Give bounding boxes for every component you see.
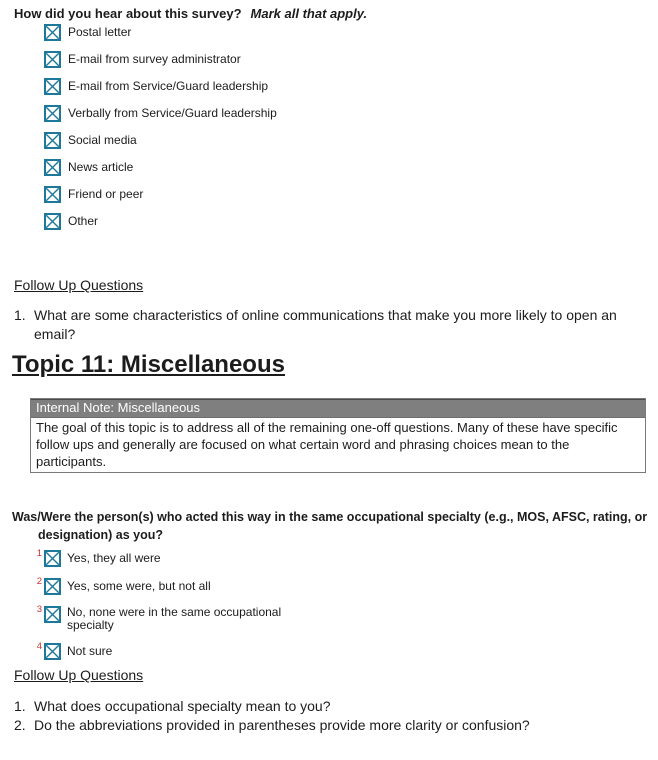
checkbox-x-icon[interactable] (44, 78, 61, 95)
checkbox-option-social-media[interactable] (44, 132, 277, 149)
follow-up-questions-heading-1: Follow Up Questions (14, 277, 144, 293)
checkbox-option-no-none[interactable] (32, 606, 299, 632)
checkbox-option-not-sure[interactable] (32, 643, 299, 660)
checkbox-x-icon[interactable] (44, 643, 61, 660)
option-label: Verbally from Service/Guard leadership (68, 106, 277, 120)
checkbox-x-icon[interactable] (44, 132, 61, 149)
option-label: Other (68, 214, 99, 228)
option-number: 4 (36, 641, 42, 652)
list-number: 1. (14, 698, 26, 714)
list-text: What does occupational specialty mean to you? (34, 698, 331, 714)
option-label: Yes, some were, but not all (67, 579, 211, 593)
checkbox-option-news-article[interactable] (44, 159, 277, 176)
checkbox-x-icon[interactable] (44, 186, 61, 203)
follow-up-item (14, 716, 644, 735)
checkbox-x-icon[interactable] (44, 606, 61, 623)
list-text: Do the abbreviations provided in parentheses provide more clarity or confusion? (34, 717, 530, 733)
option-label: E-mail from survey administrator (68, 52, 241, 66)
internal-note-box (30, 398, 646, 473)
checkbox-option-verbal-leadership[interactable] (44, 105, 277, 122)
checkbox-option-yes-all[interactable] (32, 550, 299, 567)
checkbox-option-email-leadership[interactable] (44, 78, 277, 95)
follow-up-questions-heading-2: Follow Up Questions (14, 667, 144, 683)
option-label: Yes, they all were (67, 551, 161, 565)
checkbox-x-icon[interactable] (44, 24, 61, 41)
occupational-options-list (32, 550, 299, 671)
checkbox-x-icon[interactable] (44, 105, 61, 122)
checkbox-option-postal-letter[interactable] (44, 24, 277, 41)
checkbox-x-icon[interactable] (44, 51, 61, 68)
question-instruction: Mark all that apply. (250, 6, 368, 21)
option-label: News article (68, 160, 134, 174)
checkbox-option-yes-some[interactable] (32, 578, 299, 595)
question-text: How did you hear about this survey? (14, 6, 242, 21)
list-number: 1. (14, 307, 26, 323)
option-label: E-mail from Service/Guard leadership (68, 79, 269, 93)
hear-about-options-list (44, 24, 277, 240)
follow-up-list-1 (14, 306, 634, 344)
checkbox-x-icon[interactable] (44, 578, 61, 595)
list-number: 2. (14, 717, 26, 733)
checkbox-option-friend-peer[interactable] (44, 186, 277, 203)
checkbox-x-icon[interactable] (44, 159, 61, 176)
internal-note-body: The goal of this topic is to address all of the remaining one-off questions. Many of these have specific follow ups and generally are focused on what certain word and phrasing choices mean to the participants. (36, 420, 618, 469)
list-text: What are some characteristics of online communications that make you more likely to open an email? (34, 307, 617, 342)
option-number: 2 (36, 576, 42, 587)
option-label: Not sure (67, 644, 113, 658)
question-how-did-you-hear (14, 6, 367, 21)
option-label: Social media (68, 133, 137, 147)
checkbox-x-icon[interactable] (44, 550, 61, 567)
topic-11-heading: Topic 11: Miscellaneous (12, 351, 285, 378)
follow-up-list-2 (14, 697, 644, 735)
option-number: 3 (36, 604, 42, 615)
internal-note-header: Internal Note: Miscellaneous (31, 399, 645, 418)
checkbox-option-email-admin[interactable] (44, 51, 277, 68)
question-occupational-specialty: Was/Were the person(s) who acted this way in the same occupational specialty (e.g., MOS, AFSC, rating, or designation) as you? (12, 510, 648, 542)
follow-up-item (14, 306, 634, 344)
follow-up-item (14, 697, 644, 716)
checkbox-x-icon[interactable] (44, 213, 61, 230)
option-label: Friend or peer (68, 187, 144, 201)
checkbox-option-other[interactable] (44, 213, 277, 230)
option-number: 1 (36, 548, 42, 559)
option-label: Postal letter (68, 25, 132, 39)
option-label: No, none were in the same occupational specialty (67, 605, 282, 632)
